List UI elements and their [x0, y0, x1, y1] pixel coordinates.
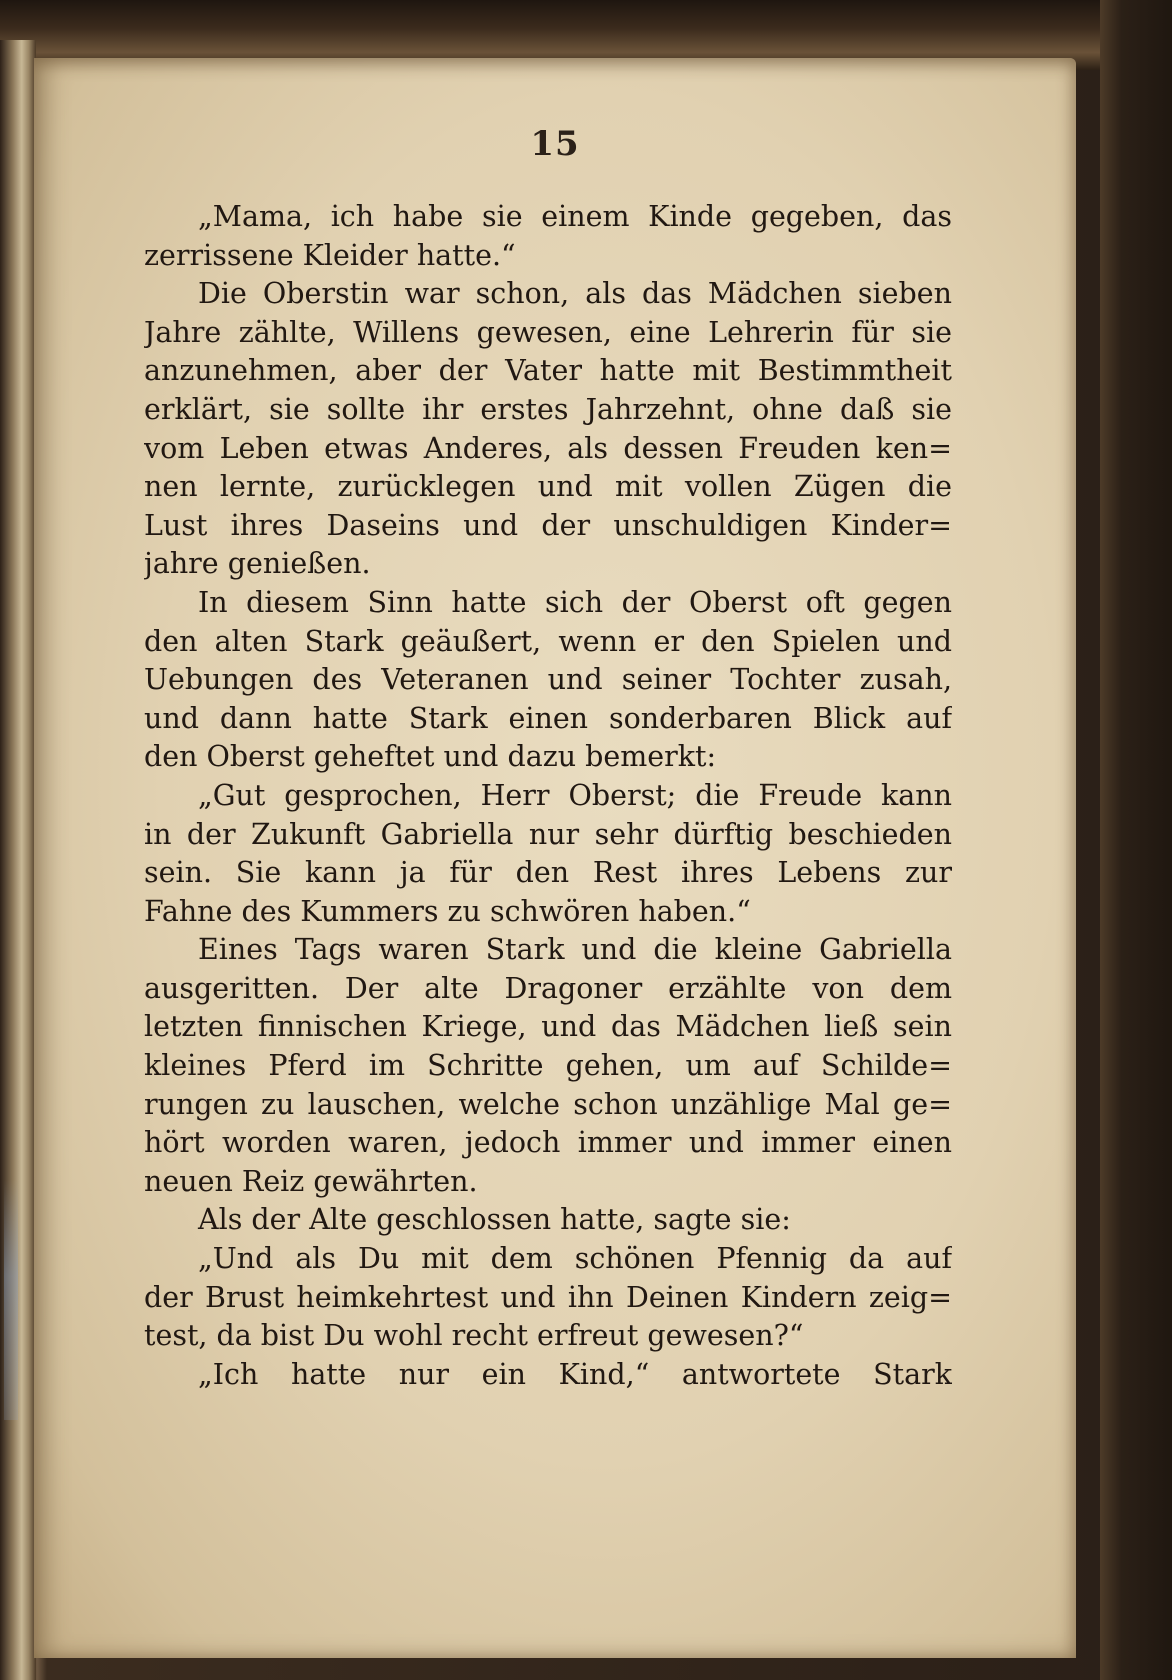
text-line: „Mama, ich habe sie einem Kinde gegeben, das	[198, 200, 952, 233]
text-line: „Ich hatte nur ein Kind,“ antwortete Stark	[198, 1357, 952, 1391]
text-line: „Gut gesprochen, Herr Oberst; die Freude kann	[198, 778, 952, 812]
text-line: in der Zukunft Gabriella nur sehr dürftig beschieden	[144, 817, 952, 851]
text-line: und dann hatte Stark einen sonderbaren Blick auf	[144, 701, 952, 735]
book-cover-edge	[1100, 0, 1172, 1680]
text-line: neuen Reiz gewährten.	[144, 1164, 478, 1198]
text-line: Lust ihres Daseins und der unschuldigen Kinder=	[144, 508, 952, 542]
text-line: anzunehmen, aber der Vater hatte mit Bestimmtheit	[144, 354, 952, 388]
text-line: erklärt, sie sollte ihr erstes Jahrzehnt, ohne daß sie	[144, 392, 952, 426]
text-line: ausgeritten. Der alte Dragoner erzählte von dem	[144, 971, 952, 1005]
text-line: Die Oberstin war schon, als das Mädchen sieben	[198, 277, 952, 311]
text-line: den alten Stark geäußert, wenn er den Spielen und	[144, 624, 952, 658]
book-spine-edge	[0, 40, 36, 1680]
text-line: test, da bist Du wohl recht erfreut gewesen?“	[144, 1319, 804, 1353]
text-line: vom Leben etwas Anderes, als dessen Freuden ken=	[144, 431, 952, 465]
text-line: hört worden waren, jedoch immer und immer einen	[144, 1126, 952, 1160]
text-line: rungen zu lauschen, welche schon unzählige Mal ge=	[144, 1087, 952, 1121]
page-edge-stain	[4, 1180, 18, 1420]
text-line: den Oberst geheftet und dazu bemerkt:	[144, 740, 717, 774]
text-line: sein. Sie kann ja für den Rest ihres Lebens zur	[144, 856, 952, 890]
text-line: Als der Alte geschlossen hatte, sagte sie:	[198, 1203, 791, 1237]
text-line: „Und als Du mit dem schönen Pfennig da auf	[198, 1242, 952, 1276]
text-line: Jahre zählte, Willens gewesen, eine Lehrerin für sie	[144, 315, 952, 349]
text-line: jahre genießen.	[144, 547, 371, 581]
text-line: In diesem Sinn hatte sich der Oberst oft gegen	[198, 585, 952, 619]
text-line: letzten finnischen Kriege, und das Mädchen ließ sein	[144, 1010, 952, 1044]
book-page	[34, 58, 1076, 1658]
text-line: Fahne des Kummers zu schwören haben.“	[144, 894, 751, 928]
text-line: zerrissene Kleider hatte.“	[144, 238, 516, 272]
body-text	[144, 198, 952, 1394]
text-line: Eines Tags waren Stark und die kleine Gabriella	[198, 933, 952, 967]
text-line: kleines Pferd im Schritte gehen, um auf Schilde=	[144, 1049, 952, 1083]
text-line: nen lernte, zurücklegen und mit vollen Zügen die	[144, 470, 952, 504]
page-number: 15	[530, 124, 580, 164]
text-line: Uebungen des Veteranen und seiner Tochter zusah,	[144, 663, 952, 697]
text-line: der Brust heimkehrtest und ihn Deinen Kindern zeig=	[144, 1280, 952, 1314]
